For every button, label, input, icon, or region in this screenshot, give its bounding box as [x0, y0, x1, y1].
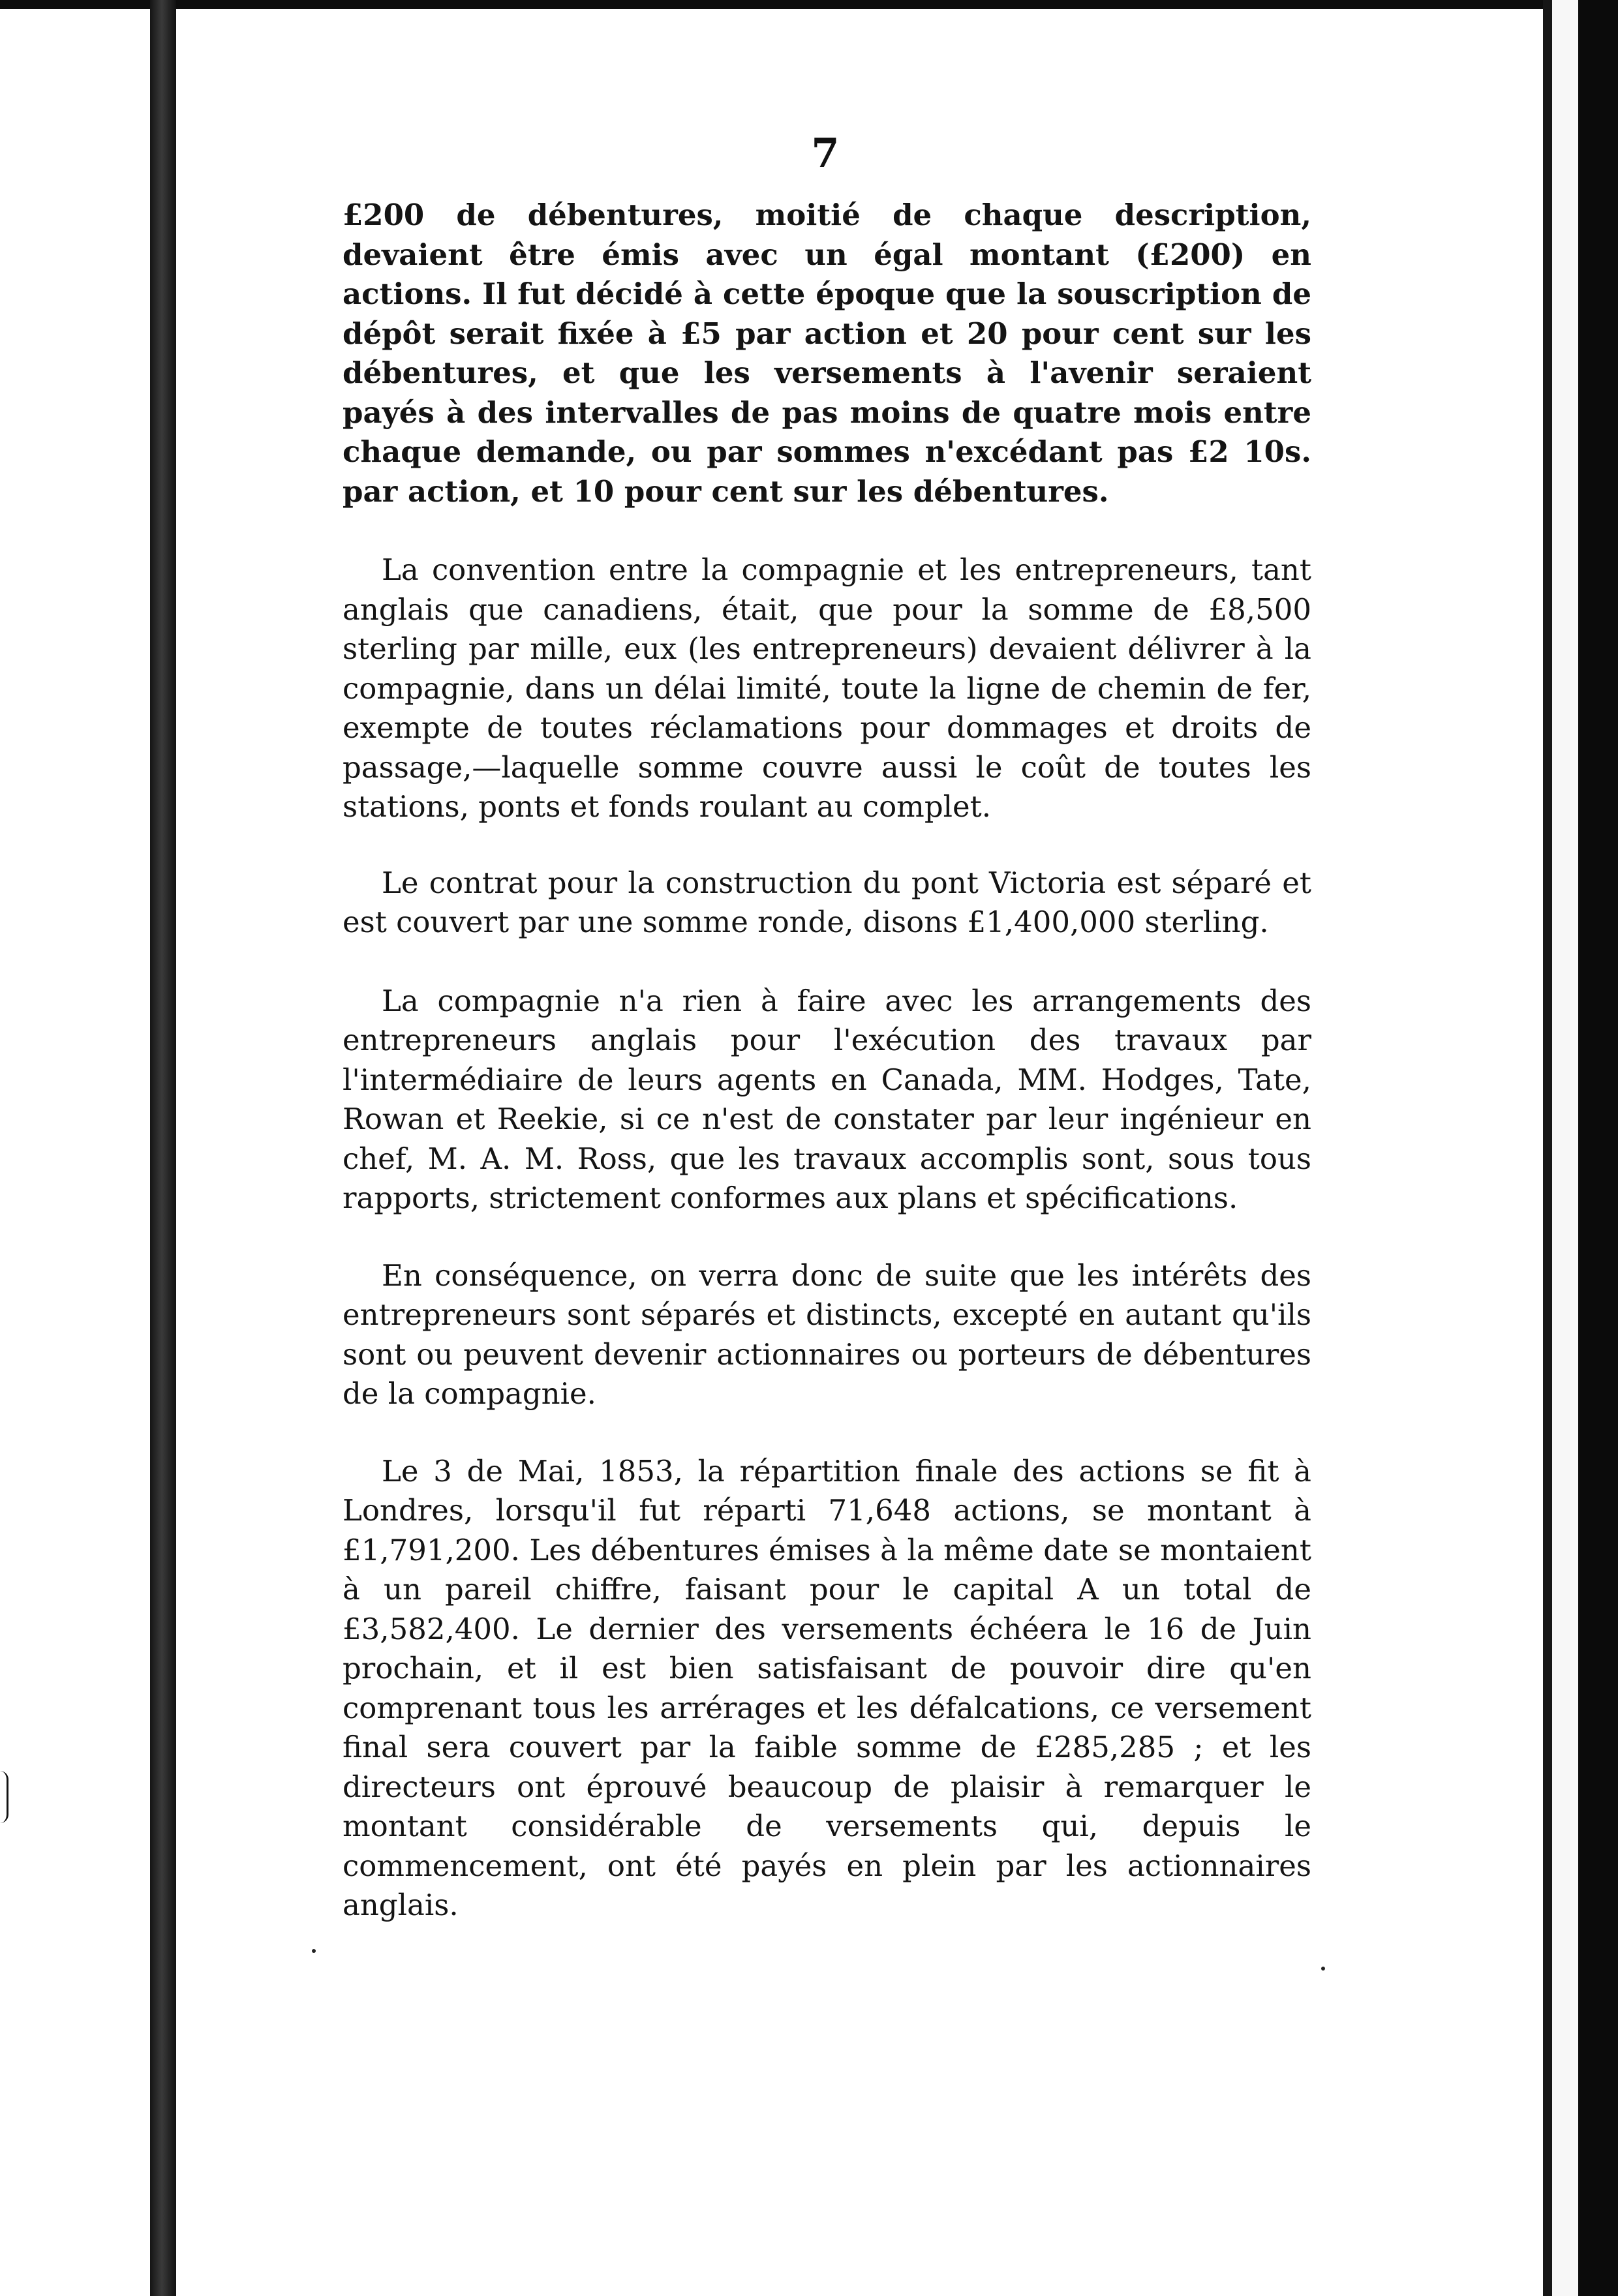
paragraph-debentures: £200 de débentures, moitié de chaque description, devaient être émis avec un égal montant (£200) en actions. Il fut décidé à cette époque que la souscription de dépôt serait fixée à £5 par action et 20 pour cent sur les débentures, et que les versements à l'avenir seraient payés à des intervalles de pas moins de quatre mois entre chaque demande, ou par sommes n'excédant pas £2 10s. par action, et 10 pour cent sur les débentures. — [343, 198, 1311, 509]
book-gutter-shadow — [150, 0, 176, 2296]
page-right-edge — [1543, 0, 1552, 2296]
paper-speck — [312, 1949, 316, 1953]
paragraph-pont-victoria: Le contrat pour la construction du pont Victoria est séparé et est couvert par une somme ronde, disons £1,400,000 sterling. — [343, 865, 1311, 939]
paper-speck — [1321, 1967, 1325, 1971]
paragraph-convention: La convention entre la compagnie et les entrepreneurs, tant anglais que canadiens, était, que pour la somme de £8,500 sterling par mille, eux (les entrepreneurs) devaient délivrer à la compagnie, dans un délai limité, toute la ligne de chemin de fer, exempte de toutes réclamations pour dommages et droits de passage,—laquelle somme couvre aussi le coût de toutes les stations, ponts et fonds roulant au complet. — [343, 552, 1311, 824]
page-body-text — [343, 196, 1311, 1926]
page-number: 7 — [811, 129, 840, 177]
paragraph-entrepreneurs-anglais: La compagnie n'a rien à faire avec les arrangements des entrepreneurs anglais pour l'exécution des travaux par l'intermédiaire de leurs agents en Canada, MM. Hodges, Tate, Rowan et Reekie, si ce n'est de constater par leur ingénieur en chef, M. A. M. Ross, que les travaux accomplis sont, sous tous rapports, strictement conformes aux plans et spécifications. — [343, 983, 1311, 1215]
scan-top-edge — [0, 0, 1618, 9]
scan-margin — [1552, 0, 1578, 2296]
scan-edge-mark — [0, 1771, 8, 1823]
paragraph-consequence: En conséquence, on verra donc de suite que les intérêts des entrepreneurs sont séparés et distincts, excepté en autant qu'ils sont ou peuvent devenir actionnaires ou porteurs de débentures de la compagnie. — [343, 1258, 1311, 1411]
paragraph-repartition: Le 3 de Mai, 1853, la répartition finale des actions se fit à Londres, lorsqu'il fut réparti 71,648 actions, se montant à £1,791,200. Les débentures émises à la même date se montaient à un pareil chiffre, faisant pour le capital A un total de £3,582,400. Le dernier des versements échéera le 16 de Juin prochain, et il est bien satisfaisant de pouvoir dire qu'en comprenant tous les arrérages et les défalcations, ce versement final sera couvert par la faible somme de £285,285 ; et les directeurs ont éprouvé beaucoup de plaisir à remarquer le montant considérable de versements qui, depuis le commencement, ont été payés en plein par les actionnaires anglais. — [343, 1453, 1311, 1922]
scan-right-border — [1578, 0, 1618, 2296]
